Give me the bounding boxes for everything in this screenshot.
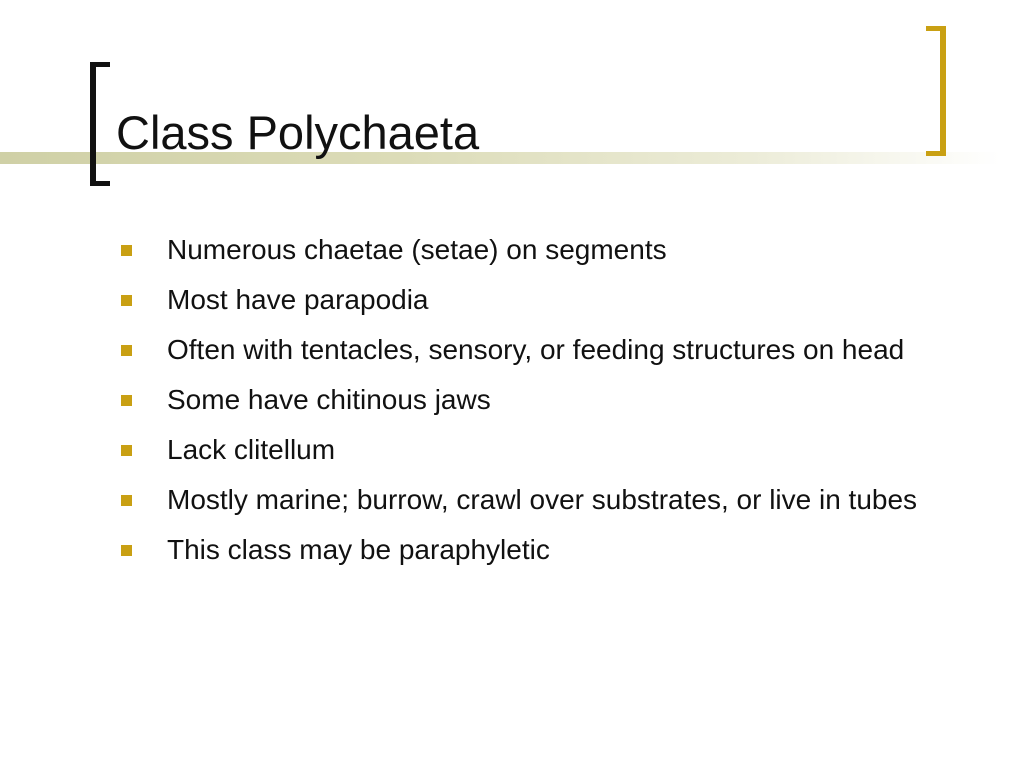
bullet-item <box>118 380 968 420</box>
left-bracket-decoration <box>90 62 110 186</box>
square-bullet-icon <box>121 295 132 306</box>
bullet-text: Lack clitellum <box>167 434 336 465</box>
square-bullet-icon <box>121 495 132 506</box>
bullet-text: Some have chitinous jaws <box>167 384 491 415</box>
square-bullet-icon <box>121 345 132 356</box>
square-bullet-icon <box>121 395 132 406</box>
bullet-item <box>118 530 968 570</box>
bullet-item <box>118 330 968 370</box>
bullet-item <box>118 280 968 320</box>
square-bullet-icon <box>121 445 132 456</box>
bullet-item <box>118 230 968 270</box>
bullet-text: This class may be paraphyletic <box>167 534 550 565</box>
bullet-text: Numerous chaetae (setae) on segments <box>167 234 667 265</box>
bullet-text: Most have parapodia <box>167 284 429 315</box>
square-bullet-icon <box>121 245 132 256</box>
bullet-list <box>118 230 968 580</box>
bullet-text: Mostly marine; burrow, crawl over substrates, or live in tubes <box>167 484 918 515</box>
bullet-text: Often with tentacles, sensory, or feeding structures on head <box>167 334 905 365</box>
square-bullet-icon <box>121 545 132 556</box>
bullet-item <box>118 430 968 470</box>
right-bracket-decoration <box>926 26 946 156</box>
bullet-item <box>118 480 968 520</box>
slide-title: Class Polychaeta <box>116 106 480 159</box>
